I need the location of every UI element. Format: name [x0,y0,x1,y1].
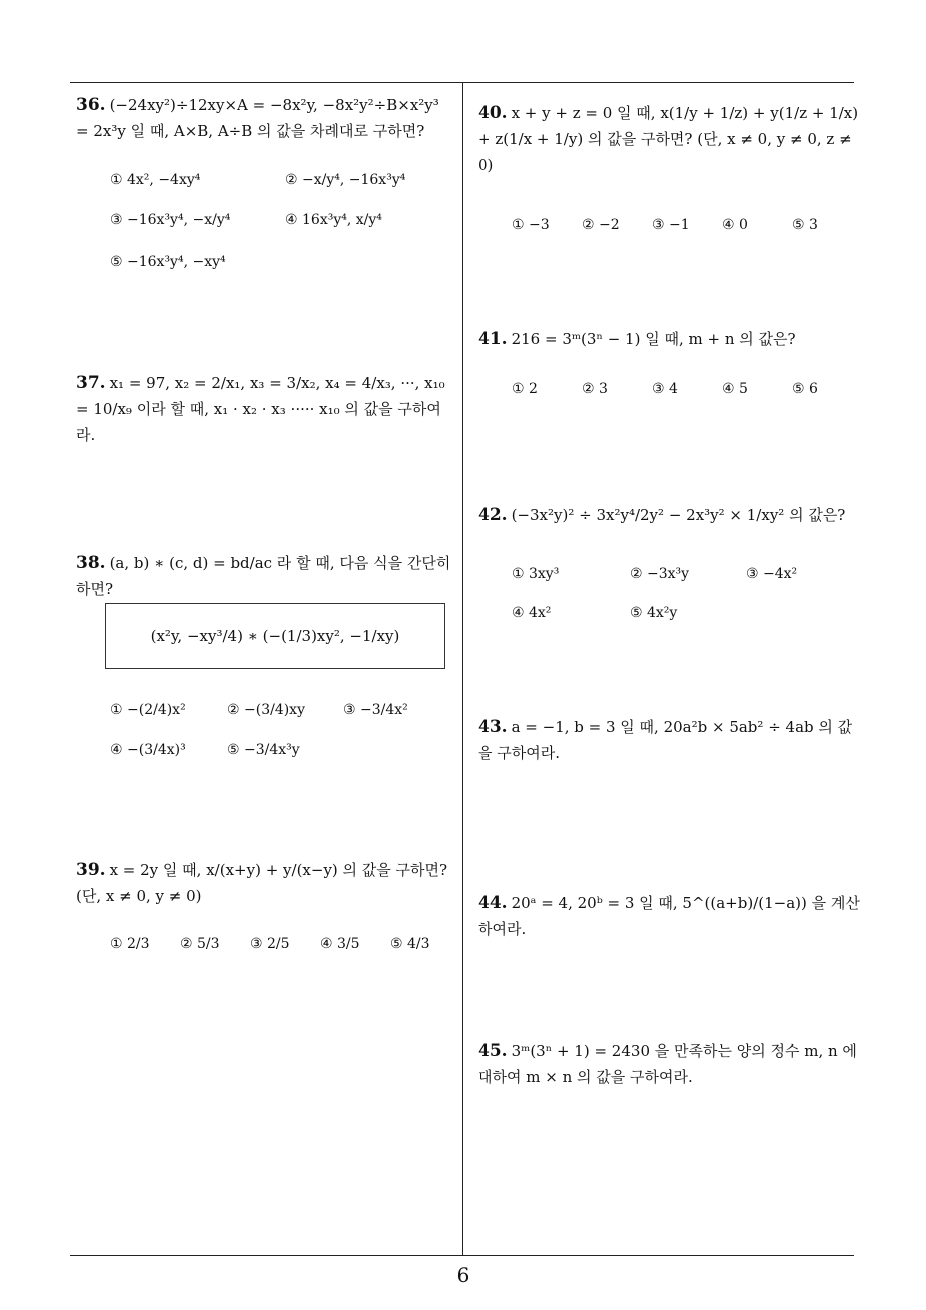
choice-5[interactable]: ⑤ 3 [792,217,818,233]
question-text: (−3x²y)² ÷ 3x²y⁴/2y² − 2x³y² × 1/xy² 의 값은? [511,506,846,524]
choice-4[interactable]: ④ 16x³y⁴, x/y⁴ [285,212,382,228]
bottom-rule [70,1255,854,1256]
choice-2[interactable]: ② 5/3 [180,936,220,952]
choice-1[interactable]: ① 2/3 [110,936,150,952]
question-36 [76,92,456,144]
choice-5[interactable]: ⑤ 4/3 [390,936,430,952]
question-number: 37. [76,373,106,393]
question-37 [76,370,456,448]
choice-4[interactable]: ④ 3/5 [320,936,360,952]
choice-3[interactable]: ③ 2/5 [250,936,290,952]
question-text: x = 2y 일 때, x/(x+y) + y/(x−y) 의 값을 구하면? (단, x ≠ 0, y ≠ 0) [76,861,448,905]
question-number: 41. [478,329,508,349]
choice-1[interactable]: ① 4x², −4xy⁴ [110,172,201,188]
question-text: (−24xy²)÷12xy×A = −8x²y, −8x²y²÷B×x²y³ = 2x³y 일 때, A×B, A÷B 의 값을 차례대로 구하면? [76,96,439,140]
choice-5[interactable]: ⑤ −16x³y⁴, −xy⁴ [110,254,226,270]
question-number: 43. [478,717,508,737]
question-text: 216 = 3ᵐ(3ⁿ − 1) 일 때, m + n 의 값은? [511,330,796,348]
choice-2[interactable]: ② −(3/4)xy [227,702,305,718]
question-text: x₁ = 97, x₂ = 2/x₁, x₃ = 3/x₂, x₄ = 4/x₃, ···, x₁₀ = 10/x₉ 이라 할 때, x₁ · x₂ · x₃ ····· x₁₀ 의 값을 구하여라. [76,374,445,444]
question-number: 40. [478,103,508,123]
choice-1[interactable]: ① 2 [512,381,538,397]
column-divider [462,82,463,1255]
choice-4[interactable]: ④ −(3/4x)³ [110,742,186,758]
question-text: a = −1, b = 3 일 때, 20a²b × 5ab² ÷ 4ab 의 값을 구하여라. [478,718,853,762]
choice-5[interactable]: ⑤ 6 [792,381,818,397]
choice-2[interactable]: ② −x/y⁴, −16x³y⁴ [285,172,406,188]
choice-4[interactable]: ④ 0 [722,217,748,233]
choice-3[interactable]: ③ −1 [652,217,690,233]
question-number: 44. [478,893,508,913]
choice-5[interactable]: ⑤ −3/4x³y [227,742,300,758]
expression-box [105,603,445,669]
question-44 [478,890,860,942]
choice-3[interactable]: ③ −3/4x² [343,702,408,718]
choice-4[interactable]: ④ 5 [722,381,748,397]
question-38 [76,550,456,602]
choice-1[interactable]: ① −(2/4)x² [110,702,186,718]
question-text: x + y + z = 0 일 때, x(1/y + 1/z) + y(1/z + 1/x) + z(1/x + 1/y) 의 값을 구하면? (단, x ≠ 0, y ≠ 0, z ≠ 0) [478,104,859,174]
question-text: 20ᵃ = 4, 20ᵇ = 3 일 때, 5^((a+b)/(1−a)) 을 계산하여라. [478,894,860,938]
page-number: 6 [456,1263,470,1287]
choice-2[interactable]: ② 3 [582,381,608,397]
question-40 [478,100,860,178]
choice-3[interactable]: ③ 4 [652,381,678,397]
choice-4[interactable]: ④ 4x² [512,605,552,621]
choice-2[interactable]: ② −2 [582,217,620,233]
question-number: 42. [478,505,508,525]
question-number: 39. [76,860,106,880]
question-43 [478,714,860,766]
question-41 [478,326,860,352]
question-number: 36. [76,95,106,115]
question-42 [478,502,860,528]
question-39 [76,857,456,909]
choice-2[interactable]: ② −3x³y [630,566,690,582]
choice-1[interactable]: ① 3xy³ [512,566,560,582]
question-45 [478,1038,860,1090]
choice-5[interactable]: ⑤ 4x²y [630,605,678,621]
question-text: 3ᵐ(3ⁿ + 1) = 2430 을 만족하는 양의 정수 m, n 에 대하여 m × n 의 값을 구하여라. [478,1042,857,1086]
choice-3[interactable]: ③ −16x³y⁴, −x/y⁴ [110,212,231,228]
choice-3[interactable]: ③ −4x² [746,566,798,582]
question-text: (a, b) ∗ (c, d) = bd/ac 라 할 때, 다음 식을 간단히 하면? [76,554,451,598]
boxed-expression: (x²y, −xy³/4) ∗ (−(1/3)xy², −1/xy) [150,627,400,645]
question-number: 45. [478,1041,508,1061]
question-number: 38. [76,553,106,573]
choice-1[interactable]: ① −3 [512,217,550,233]
